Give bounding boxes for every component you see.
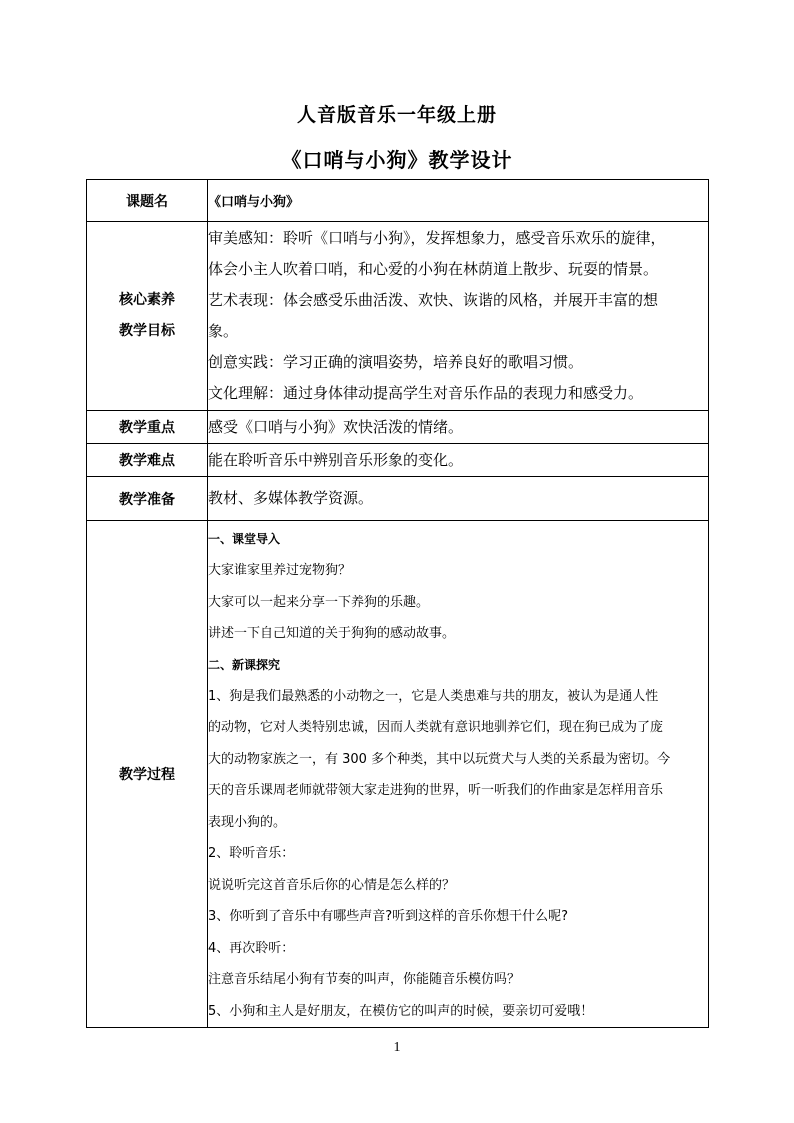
table-row-key-points xyxy=(87,411,709,444)
process-line: 4、再次聆听： xyxy=(208,940,295,956)
objectives-label-line1: 核心素养 xyxy=(119,292,175,308)
topic-value: 《口哨与小狗》 xyxy=(208,194,300,210)
key-points-cell xyxy=(208,411,709,444)
objectives-cell xyxy=(208,222,709,411)
objective-line: 艺术表现：体会感受乐曲活泼、欢快、诙谐的风格，并展开丰富的想 xyxy=(208,291,659,309)
process-label: 教学过程 xyxy=(87,521,208,1028)
preparation-cell xyxy=(208,477,709,521)
process-line: 大家谁家里养过宠物狗？ xyxy=(208,563,352,578)
table-row-topic xyxy=(87,180,709,222)
process-line: 说说听完这首音乐后你的心情是怎么样的？ xyxy=(208,877,456,893)
process-line: 2、聆听音乐： xyxy=(208,846,295,861)
objective-line: 象。 xyxy=(208,322,239,340)
difficulties-value: 能在聆听音乐中辨别音乐形象的变化。 xyxy=(208,450,464,469)
objectives-label xyxy=(87,222,208,411)
difficulties-label: 教学难点 xyxy=(87,444,208,477)
preparation-value: 教材、多媒体教学资源。 xyxy=(208,489,374,507)
difficulties-cell xyxy=(208,444,709,477)
document-title: 人音版音乐一年级上册 xyxy=(296,104,497,126)
process-line: 注意音乐结尾小狗有节奏的叫声，你能随音乐模仿吗？ xyxy=(208,972,521,987)
page-number: 1 xyxy=(393,1040,401,1055)
objective-line: 文化理解：通过身体律动提高学生对音乐作品的表现力和感受力。 xyxy=(208,384,644,402)
topic-cell xyxy=(208,180,709,222)
objective-line: 体会小主人吹着口哨，和心爱的小狗在林荫道上散步、玩耍的情景。 xyxy=(208,260,659,278)
table-row-preparation xyxy=(87,477,709,521)
objectives-label-line2: 教学目标 xyxy=(119,323,175,339)
process-line: 大家可以一起来分享一下养狗的乐趣。 xyxy=(208,594,430,610)
section-heading: 二、新课探究 xyxy=(208,657,281,672)
process-cell xyxy=(208,521,709,1028)
section-heading: 一、课堂导入 xyxy=(208,532,281,546)
table-row-objectives xyxy=(87,222,709,411)
process-line: 3、你听到了音乐中有哪些声音?听到这样的音乐你想干什么呢? xyxy=(208,909,569,924)
process-line: 的动物，它对人类特别忠诚，因而人类就有意识地驯养它们，现在狗已成为了庞 xyxy=(208,720,664,735)
objective-line: 创意实践：学习正确的演唱姿势，培养良好的歌唱习惯。 xyxy=(208,353,584,371)
objective-line: 审美感知：聆听《口哨与小狗》，发挥想象力，感受音乐欢乐的旋律， xyxy=(208,229,666,247)
process-line: 大的动物家族之一，有 300 多个种类，其中以玩赏犬与人类的关系最为密切。今 xyxy=(208,751,671,767)
process-line: 表现小狗的。 xyxy=(208,814,287,830)
process-line: 天的音乐课周老师就带领大家走进狗的世界，听一听我们的作曲家是怎样用音乐 xyxy=(208,783,664,798)
topic-label: 课题名 xyxy=(87,180,208,222)
table-row-process xyxy=(87,521,709,1028)
table-row-difficulties xyxy=(87,444,709,477)
process-line: 5、小狗和主人是好朋友，在模仿它的叫声的时候，要亲切可爱哦！ xyxy=(208,1003,594,1019)
document-subtitle: 《口哨与小狗》教学设计 xyxy=(281,148,513,172)
process-line: 讲述一下自己知道的关于狗狗的感动故事。 xyxy=(208,626,456,641)
lesson-plan-table xyxy=(86,179,709,1028)
key-points-value: 感受《口哨与小狗》欢快活泼的情绪。 xyxy=(208,417,464,436)
process-line: 1、狗是我们最熟悉的小动物之一，它是人类患难与共的朋友，被认为是通人性 xyxy=(208,688,659,704)
preparation-label: 教学准备 xyxy=(87,477,208,521)
key-points-label: 教学重点 xyxy=(87,411,208,444)
